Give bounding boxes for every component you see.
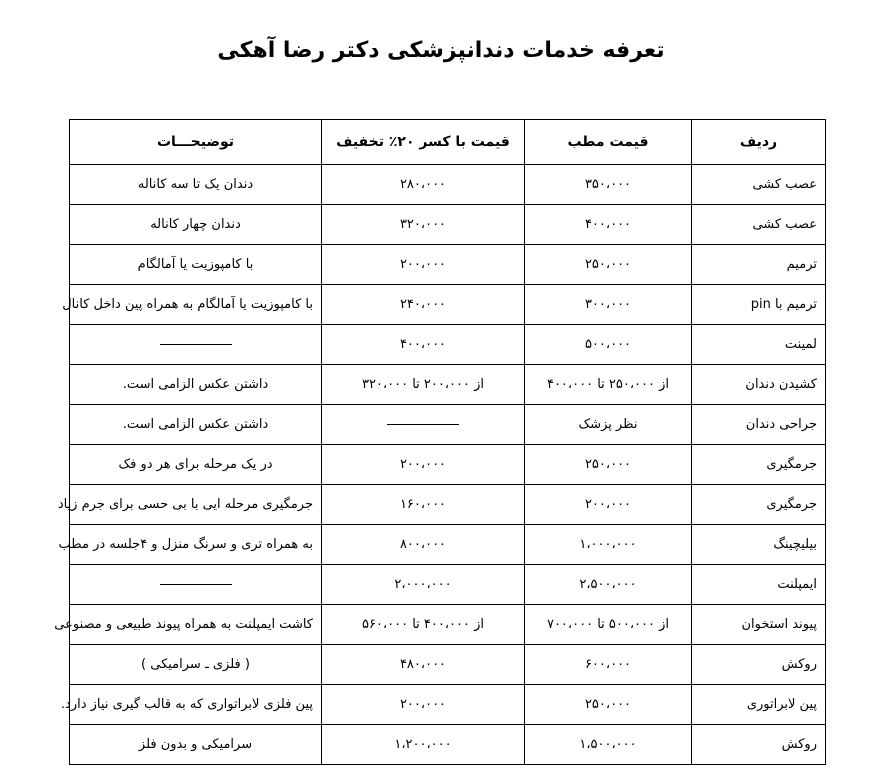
discount-cell: ۲۰۰،۰۰۰ bbox=[322, 685, 525, 725]
price-cell: ۳۰۰،۰۰۰ bbox=[525, 285, 692, 325]
discount-cell: از ۲۰۰،۰۰۰ تا ۳۲۰،۰۰۰ bbox=[322, 365, 525, 405]
service-cell: جراحی دندان bbox=[692, 405, 826, 445]
table-row bbox=[70, 685, 826, 725]
desc-cell: جرمگیری مرحله ایی با بی حسی برای جرم زیاد bbox=[70, 485, 322, 525]
table-row bbox=[70, 405, 826, 445]
service-cell: جرمگیری bbox=[692, 445, 826, 485]
table-row bbox=[70, 245, 826, 285]
desc-cell: داشتن عکس الزامی است. bbox=[70, 405, 322, 445]
discount-cell: ۲۸۰،۰۰۰ bbox=[322, 165, 525, 205]
table-row bbox=[70, 205, 826, 245]
header-row: ردیف bbox=[692, 120, 826, 165]
desc-cell: ( فلزی ـ سرامیکی ) bbox=[70, 645, 322, 685]
desc-cell: داشتن عکس الزامی است. bbox=[70, 365, 322, 405]
service-cell: کشیدن دندان bbox=[692, 365, 826, 405]
table-row bbox=[70, 445, 826, 485]
price-cell: از ۲۵۰،۰۰۰ تا ۴۰۰،۰۰۰ bbox=[525, 365, 692, 405]
discount-cell: ۲۰۰،۰۰۰ bbox=[322, 445, 525, 485]
price-cell: نظر پزشک bbox=[525, 405, 692, 445]
desc-cell: در یک مرحله برای هر دو فک bbox=[70, 445, 322, 485]
price-cell: از ۵۰۰،۰۰۰ تا ۷۰۰،۰۰۰ bbox=[525, 605, 692, 645]
discount-cell: ۴۸۰،۰۰۰ bbox=[322, 645, 525, 685]
service-cell: ترمیم bbox=[692, 245, 826, 285]
empty-dash bbox=[160, 584, 232, 585]
price-cell: ۲،۵۰۰،۰۰۰ bbox=[525, 565, 692, 605]
discount-cell: از ۴۰۰،۰۰۰ تا ۵۶۰،۰۰۰ bbox=[322, 605, 525, 645]
price-cell: ۱،۵۰۰،۰۰۰ bbox=[525, 725, 692, 765]
service-cell: لمینت bbox=[692, 325, 826, 365]
discount-cell: ۲،۰۰۰،۰۰۰ bbox=[322, 565, 525, 605]
price-cell: ۲۵۰،۰۰۰ bbox=[525, 685, 692, 725]
desc-cell: سرامیکی و بدون فلز bbox=[70, 725, 322, 765]
table-row bbox=[70, 365, 826, 405]
desc-cell bbox=[70, 325, 322, 365]
price-cell: ۴۰۰،۰۰۰ bbox=[525, 205, 692, 245]
desc-cell: پین فلزی لابراتواری که به قالب گیری نیاز دارد. bbox=[70, 685, 322, 725]
table-row bbox=[70, 645, 826, 685]
service-cell: پیوند استخوان bbox=[692, 605, 826, 645]
table-row bbox=[70, 725, 826, 765]
price-cell: ۲۰۰،۰۰۰ bbox=[525, 485, 692, 525]
desc-cell bbox=[70, 565, 322, 605]
service-cell: پین لابراتوری bbox=[692, 685, 826, 725]
desc-cell: دندان یک تا سه کاناله bbox=[70, 165, 322, 205]
discount-cell: ۸۰۰،۰۰۰ bbox=[322, 525, 525, 565]
desc-cell: به همراه تری و سرنگ منزل و ۴جلسه در مطب bbox=[70, 525, 322, 565]
desc-cell: کاشت ایمپلنت به همراه پیوند طبیعی و مصنوعی bbox=[70, 605, 322, 645]
discount-cell: ۲۴۰،۰۰۰ bbox=[322, 285, 525, 325]
discount-cell: ۱،۲۰۰،۰۰۰ bbox=[322, 725, 525, 765]
service-cell: روکش bbox=[692, 725, 826, 765]
price-cell: ۵۰۰،۰۰۰ bbox=[525, 325, 692, 365]
empty-dash bbox=[160, 344, 232, 345]
table-row bbox=[70, 525, 826, 565]
tariff-table bbox=[54, 119, 826, 765]
discount-cell: ۱۶۰،۰۰۰ bbox=[322, 485, 525, 525]
empty-dash bbox=[387, 424, 459, 425]
header-price: قیمت مطب bbox=[525, 120, 692, 165]
table-body bbox=[54, 165, 826, 765]
header-discount: قیمت با کسر ۲۰٪ تخفیف bbox=[322, 120, 525, 165]
price-cell: ۶۰۰،۰۰۰ bbox=[525, 645, 692, 685]
service-cell: بیلیچینگ bbox=[692, 525, 826, 565]
table-row bbox=[70, 285, 826, 325]
price-cell: ۲۵۰،۰۰۰ bbox=[525, 245, 692, 285]
table-row bbox=[70, 485, 826, 525]
discount-cell bbox=[322, 405, 525, 445]
header-desc: توضیحـــات bbox=[70, 120, 322, 165]
table-row bbox=[70, 165, 826, 205]
table-header-row bbox=[70, 120, 826, 165]
price-cell: ۲۵۰،۰۰۰ bbox=[525, 445, 692, 485]
discount-cell: ۴۰۰،۰۰۰ bbox=[322, 325, 525, 365]
service-cell: روکش bbox=[692, 645, 826, 685]
table-row bbox=[70, 605, 826, 645]
table-row bbox=[70, 565, 826, 605]
desc-cell: با کامپوزیت یا آمالگام bbox=[70, 245, 322, 285]
price-cell: ۳۵۰،۰۰۰ bbox=[525, 165, 692, 205]
service-cell: جرمگیری bbox=[692, 485, 826, 525]
service-cell: عصب کشی bbox=[692, 165, 826, 205]
table-row bbox=[70, 325, 826, 365]
page-title: تعرفه خدمات دندانپزشکی دکتر رضا آهکی bbox=[217, 38, 665, 63]
discount-cell: ۲۰۰،۰۰۰ bbox=[322, 245, 525, 285]
desc-cell: با کامپوزیت یا آمالگام به همراه پین داخل کانال bbox=[70, 285, 322, 325]
price-cell: ۱،۰۰۰،۰۰۰ bbox=[525, 525, 692, 565]
discount-cell: ۳۲۰،۰۰۰ bbox=[322, 205, 525, 245]
desc-cell: دندان چهار کاناله bbox=[70, 205, 322, 245]
service-cell: عصب کشی bbox=[692, 205, 826, 245]
service-cell: ایمپلنت bbox=[692, 565, 826, 605]
service-cell: ترمیم با pin bbox=[692, 285, 826, 325]
